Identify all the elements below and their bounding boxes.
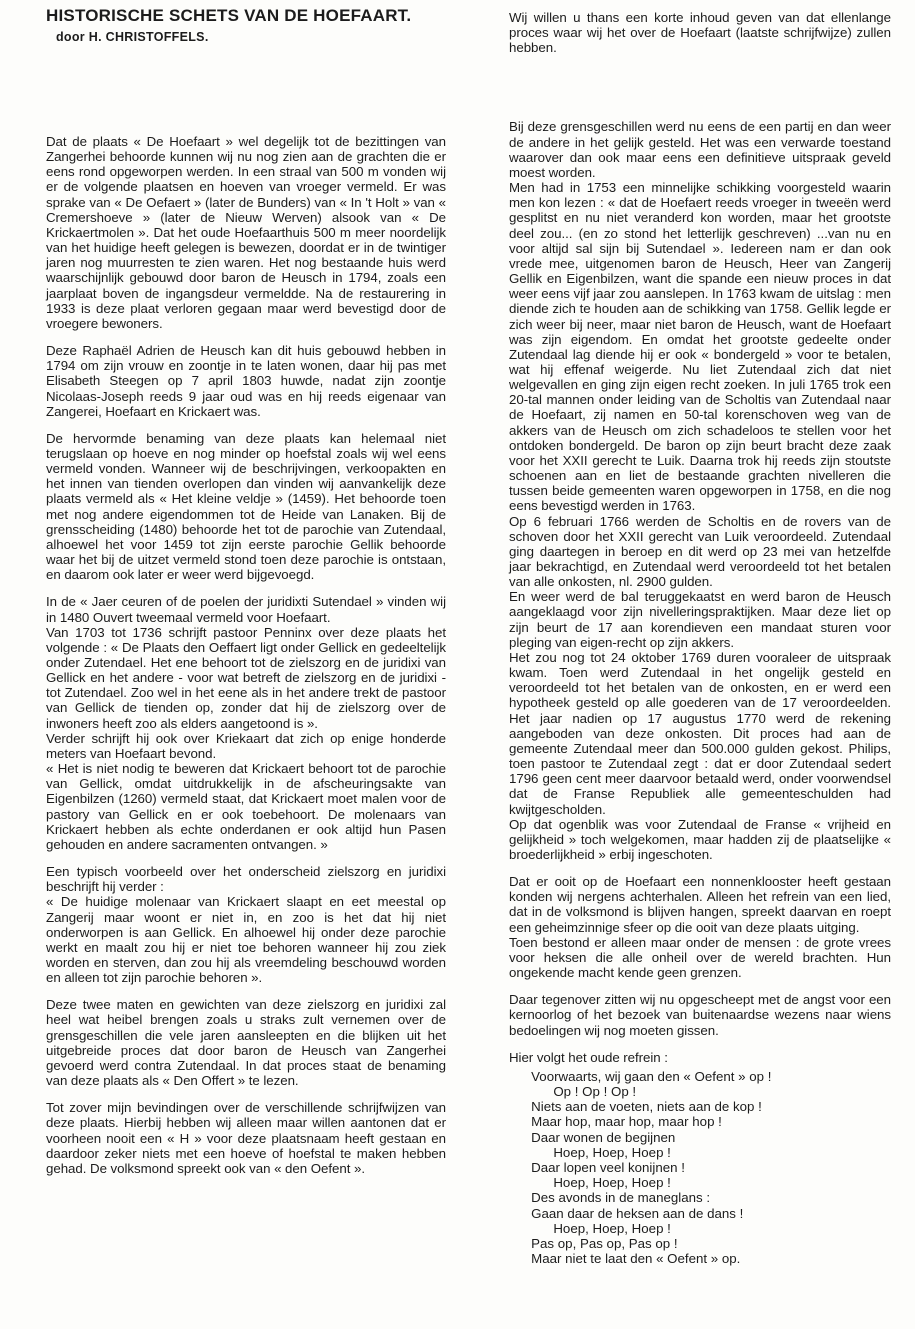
- paragraph: Hier volgt het oude refrein :: [509, 1049, 668, 1065]
- refrain-line: Daar lopen veel konijnen !: [509, 1160, 685, 1176]
- paragraph: Deze twee maten en gewichten van deze zielszorg en juridixi zal heel wat heibel brengen zoals u straks zult vernemen over de grensgeschillen die vele jaren aansleepten en die blijken uit het uitgebreide proces dat door baron de Heusch van Zangerhei gevoerd werd contra Zutendaal. In dat proces staat de benaming van deze plaats als « Den Offert » te lezen.: [46, 997, 446, 1089]
- paragraph: Dat er ooit op de Hoefaart een nonnenklooster heeft gestaan konden wij nergens achterhalen. Alleen het refrein van een lied, dat in de volksmond is blijven hangen, spreekt daarvan en roept een geheimzinnige sfeer op die ooit van deze plaats uitging. Toen bestond er alleen maar onder de mensen : de grote vrees voor heksen die alle onheil over de wereld brachten. Hun ongekende macht kende geen grenzen.: [509, 874, 891, 981]
- paragraph: Tot zover mijn bevindingen over de verschillende schrijfwijzen van deze plaats. Hierbij hebben wij alleen maar willen aantonen dat er voorheen nooit een « H » voor deze plaatsnaam heeft gestaan en daardoor zeker niets met een hoeve of hoefstal te maken hebben gehad. De volksmond spreekt ook van « den Oefent ».: [46, 1100, 446, 1176]
- paragraph: Bij deze grensgeschillen werd nu eens de een partij en dan weer de andere in het gelijk gesteld. Het was een verwarde toestand waarover dan ook maar eens een definitieve uitspraak geveld moest worden. Men had in 1753 een minnelijke schikking voorgesteld waarin men kon lezen : « dat de Hoefaert reeds vroeger in tweeën werd gesplitst en nu niet veranderd kon worden, maar het grootste deel zou... (en zo stond het letterlijk geschreven) ...van nu en voor altijd sal sijn bij Sutendael ». Iedereen nam er dan ook vrede mee, uitgenomen baron de Heusch, Heer van Zangerij Gellik en Eigenbilzen, want die spande een nieuw proces in dat weer eens vijf jaar zou aanslepen. In 1763 kwam de uitslag : men diende zich te houden aan de schikking van 1758. Gellik legde er zich weer bij neer, maar niet baron de Heusch, want de Hoefaart was zijn eigendom. En omdat het grootste gedeelte onder Zutendaal lag diende hij er ook « bondergeld » voor te betalen, wat hij effenaf weigerde. Nu liet Zutendaal zich dat niet welgevallen en ging zijn eigen recht zoeken. In juli 1765 trok een 20-tal mannen onder leiding van de Scholtis van Zutendaal naar de Hoefaart, zij namen en 50-tal korenschoven weg van de akkers van de Heusch om zich schadeloos te stellen voor het ontdoken bondergeld. De baron op zijn beurt bracht deze zaak voor het XXII gerecht te Luik. Daarna trok hij reeds zijn stoutste schoenen aan en liet de bestaande grachten nivelleren die tussen beide gemeenten waren opgeworpen in 1758, en die nog eens bevestigd werden in 1763. Op 6 februari 1766 werden de Scholtis en de rovers van de schoven door het XXII gerecht van Luik veroordeeld. Zutendaal ging daartegen in beroep en dit werd op 23 mei van hetzelfde jaar bekrachtigd, en Zutendaal werd veroordeeld tot het betalen van alle onkosten, nl. 2900 gulden. En weer werd de bal teruggekaatst en werd baron de Heusch aangeklaagd voor zijn nivelleringspraktijken. Maar deze liet op zijn beurt de 17 aan korendieven een mandaat sturen voor pleging van eigen-recht op zijn akkers. Het zou nog tot 24 oktober 1769 duren vooraleer de uitspraak kwam. Toen werd Zutendaal in het ongelijk gesteld en veroordeeld tot het betalen van de onkosten, en er werd een hypotheek gesteld op alle goederen van de 17 veroordeelden. Het jaar nadien op 17 augustus 1770 werd de rekening aangeboden van deze onkosten. Dit proces had aan de gemeente Zutendaal meer dan 500.000 gulden gekost. Philips, toen pastoor te Zutendaal zegt : dat er door Zutendaal sedert 1796 geen cent meer daarvoor betaald werd, onder voorwendsel dat de Franse Republiek alle gemeenteschulden had kwijtgescholden. Op dat ogenblik was voor Zutendaal de Franse « vrijheid en gelijkheid » toch welgekomen, maar hadden zij de plaatselijke « broederlijkheid » erbij ingeschoten.: [509, 119, 891, 862]
- refrain-line: Op ! Op ! Op !: [509, 1084, 637, 1100]
- refrain-line: Hoep, Hoep, Hoep !: [509, 1220, 671, 1236]
- refrain-line: Daar wonen de begijnen: [509, 1129, 676, 1145]
- left-column: [46, 134, 446, 1188]
- paragraph: De hervormde benaming van deze plaats kan helemaal niet terugslaan op hoeve en nog minder op hoefstal zoals wij wel eens vermeld vonden. Wanneer wij de beschrijvingen, verkoopakten en het innen van tienden overlopen dan vinden wij aanvankelijk deze plaats vermeld als « Het kleine veldje » (1459). Het behoorde toen met nog andere eigendommen tot de Heide van Lanaken. Bij de grensscheiding (1480) behoorde het tot de parochie van Zutendaal, alhoewel het voor 1459 tot zijn eerste parochie Gellik behoorde waar het bij de uitzet vermeld stond toen deze parochie is ontstaan, en daarom ook later er weer werd bijgevoegd.: [46, 430, 446, 583]
- article-byline: door H. CHRISTOFFELS.: [56, 30, 209, 44]
- right-column: [509, 10, 891, 1266]
- paragraph: In de « Jaer ceuren of de poelen der juridixti Sutendael » vinden wij in 1480 Ouvert tweemaal vermeld voor Hoefaart. Van 1703 tot 1736 schrijft pastoor Penninx over deze plaats het volgende : « De Plaats den Oeffaert ligt onder Gellick en gedeeltelijk onder Zutendael. Het ene behoort tot de zielszorg en de juridixi van Gellick en het andere - voor wat betreft de zielszorg en de juridixi - tot Zutendael. Zoo wel in het eene als in het andere trekt de pastoor van Gellick de tienden op, zonder dat hij de zielszorg over de inwoners heeft zoo als elders aangetoond is ». Verder schrijft hij ook over Kriekaart dat zich op enige honderde meters van Hoefaart bevond. « Het is niet nodig te beweren dat Krickaert behoort tot de parochie van Gellick, omdat uitdrukkelijk in de afscheuringsakte van Eigenbilzen (1260) vermeld staat, dat Krickaert moet malen voor de pastory van Gellick en er ook toebehoort. De molenaars van Krickaert hebben als echte onderdanen er ook altijd hun Pasen gehouden en andere sacramenten ontvangen. »: [46, 594, 446, 852]
- refrain-line: Maar niet te laat den « Oefent » op.: [509, 1251, 741, 1267]
- paragraph: Wij willen u thans een korte inhoud geven van dat ellenlange proces waar wij het over de Hoefaart (laatste schrijfwijze) zullen hebben.: [509, 10, 891, 56]
- refrain-line: Hoep, Hoep, Hoep !: [509, 1144, 671, 1160]
- refrain-line: Des avonds in de maneglans :: [509, 1190, 711, 1206]
- refrain-line: Hoep, Hoep, Hoep !: [509, 1175, 671, 1191]
- refrain-line: Maar hop, maar hop, maar hop !: [509, 1114, 722, 1130]
- refrain-line: Gaan daar de heksen aan de dans !: [509, 1205, 744, 1221]
- refrain-line: Niets aan de voeten, niets aan de kop !: [509, 1099, 762, 1115]
- refrain-line: Voorwaarts, wij gaan den « Oefent » op !: [509, 1068, 772, 1084]
- paragraph: Deze Raphaël Adrien de Heusch kan dit huis gebouwd hebben in 1794 om zijn vrouw en zoontje in te laten wonen, daar hij pas met Elisabeth Steegen op 7 april 1803 huwde, nadat zijn zoontje Nicolaas-Joseph reeds 9 jaar oud was en hij reeds eigenaar van Zangerei, Hoefaart en Krickaert was.: [46, 343, 446, 419]
- refrain-verse: [509, 1069, 891, 1267]
- paragraph: Dat de plaats « De Hoefaart » wel degelijk tot de bezittingen van Zangerhei behoorde kunnen wij nu nog zien aan de grachten die er eens rond opgeworpen werden. In een straal van 500 m vonden wij er de volgende plaatsen en hoeven van vroeger vermeld. Er was sprake van « De Oefaert » (later de Bunders) van « In 't Holt » van « Cremershoeve » (later de Nieuw Werven) alsook van « De Krickaertmolen ». Dat het oude Hoefaarthuis 500 m meer noordelijk van het huidige heeft gelegen is bewezen, doordat er in de twintiger jaren nog muurresten te zien waren. Het nog bestaande huis werd waarschijnlijk gebouwd door baron de Heusch in 1794, zoals een jaarplaat boven de ingangsdeur vermeldde. Na de restaurering in 1933 is deze plaat verloren gegaan maar werd bevestigd door de vroegere bewoners.: [46, 134, 446, 331]
- paragraph: Een typisch voorbeeld over het onderscheid zielszorg en juridixi beschrijft hij verder : « De huidige molenaar van Krickaert slaapt en eet meestal op Zangerij maar woont er niet in, en zoo is het dat hij niet onderworpen is aan Gellick. En alhoewel hij onder deze parochie werkt en maalt zou hij er niet toe behoren wanneer hij zou ziek worden en sterven, dan zou hij als vreemdeling beschouwd worden en alleen tot zijn parochie behoren ».: [46, 864, 446, 986]
- refrain-line: Pas op, Pas op, Pas op !: [509, 1236, 678, 1252]
- article-title: HISTORISCHE SCHETS VAN DE HOEFAART.: [46, 6, 412, 25]
- paragraph: Daar tegenover zitten wij nu opgescheept met de angst voor een kernoorlog of het bezoek van buitenaardse wezens naar wiens bedoelingen wij nog moeten gissen.: [509, 992, 891, 1038]
